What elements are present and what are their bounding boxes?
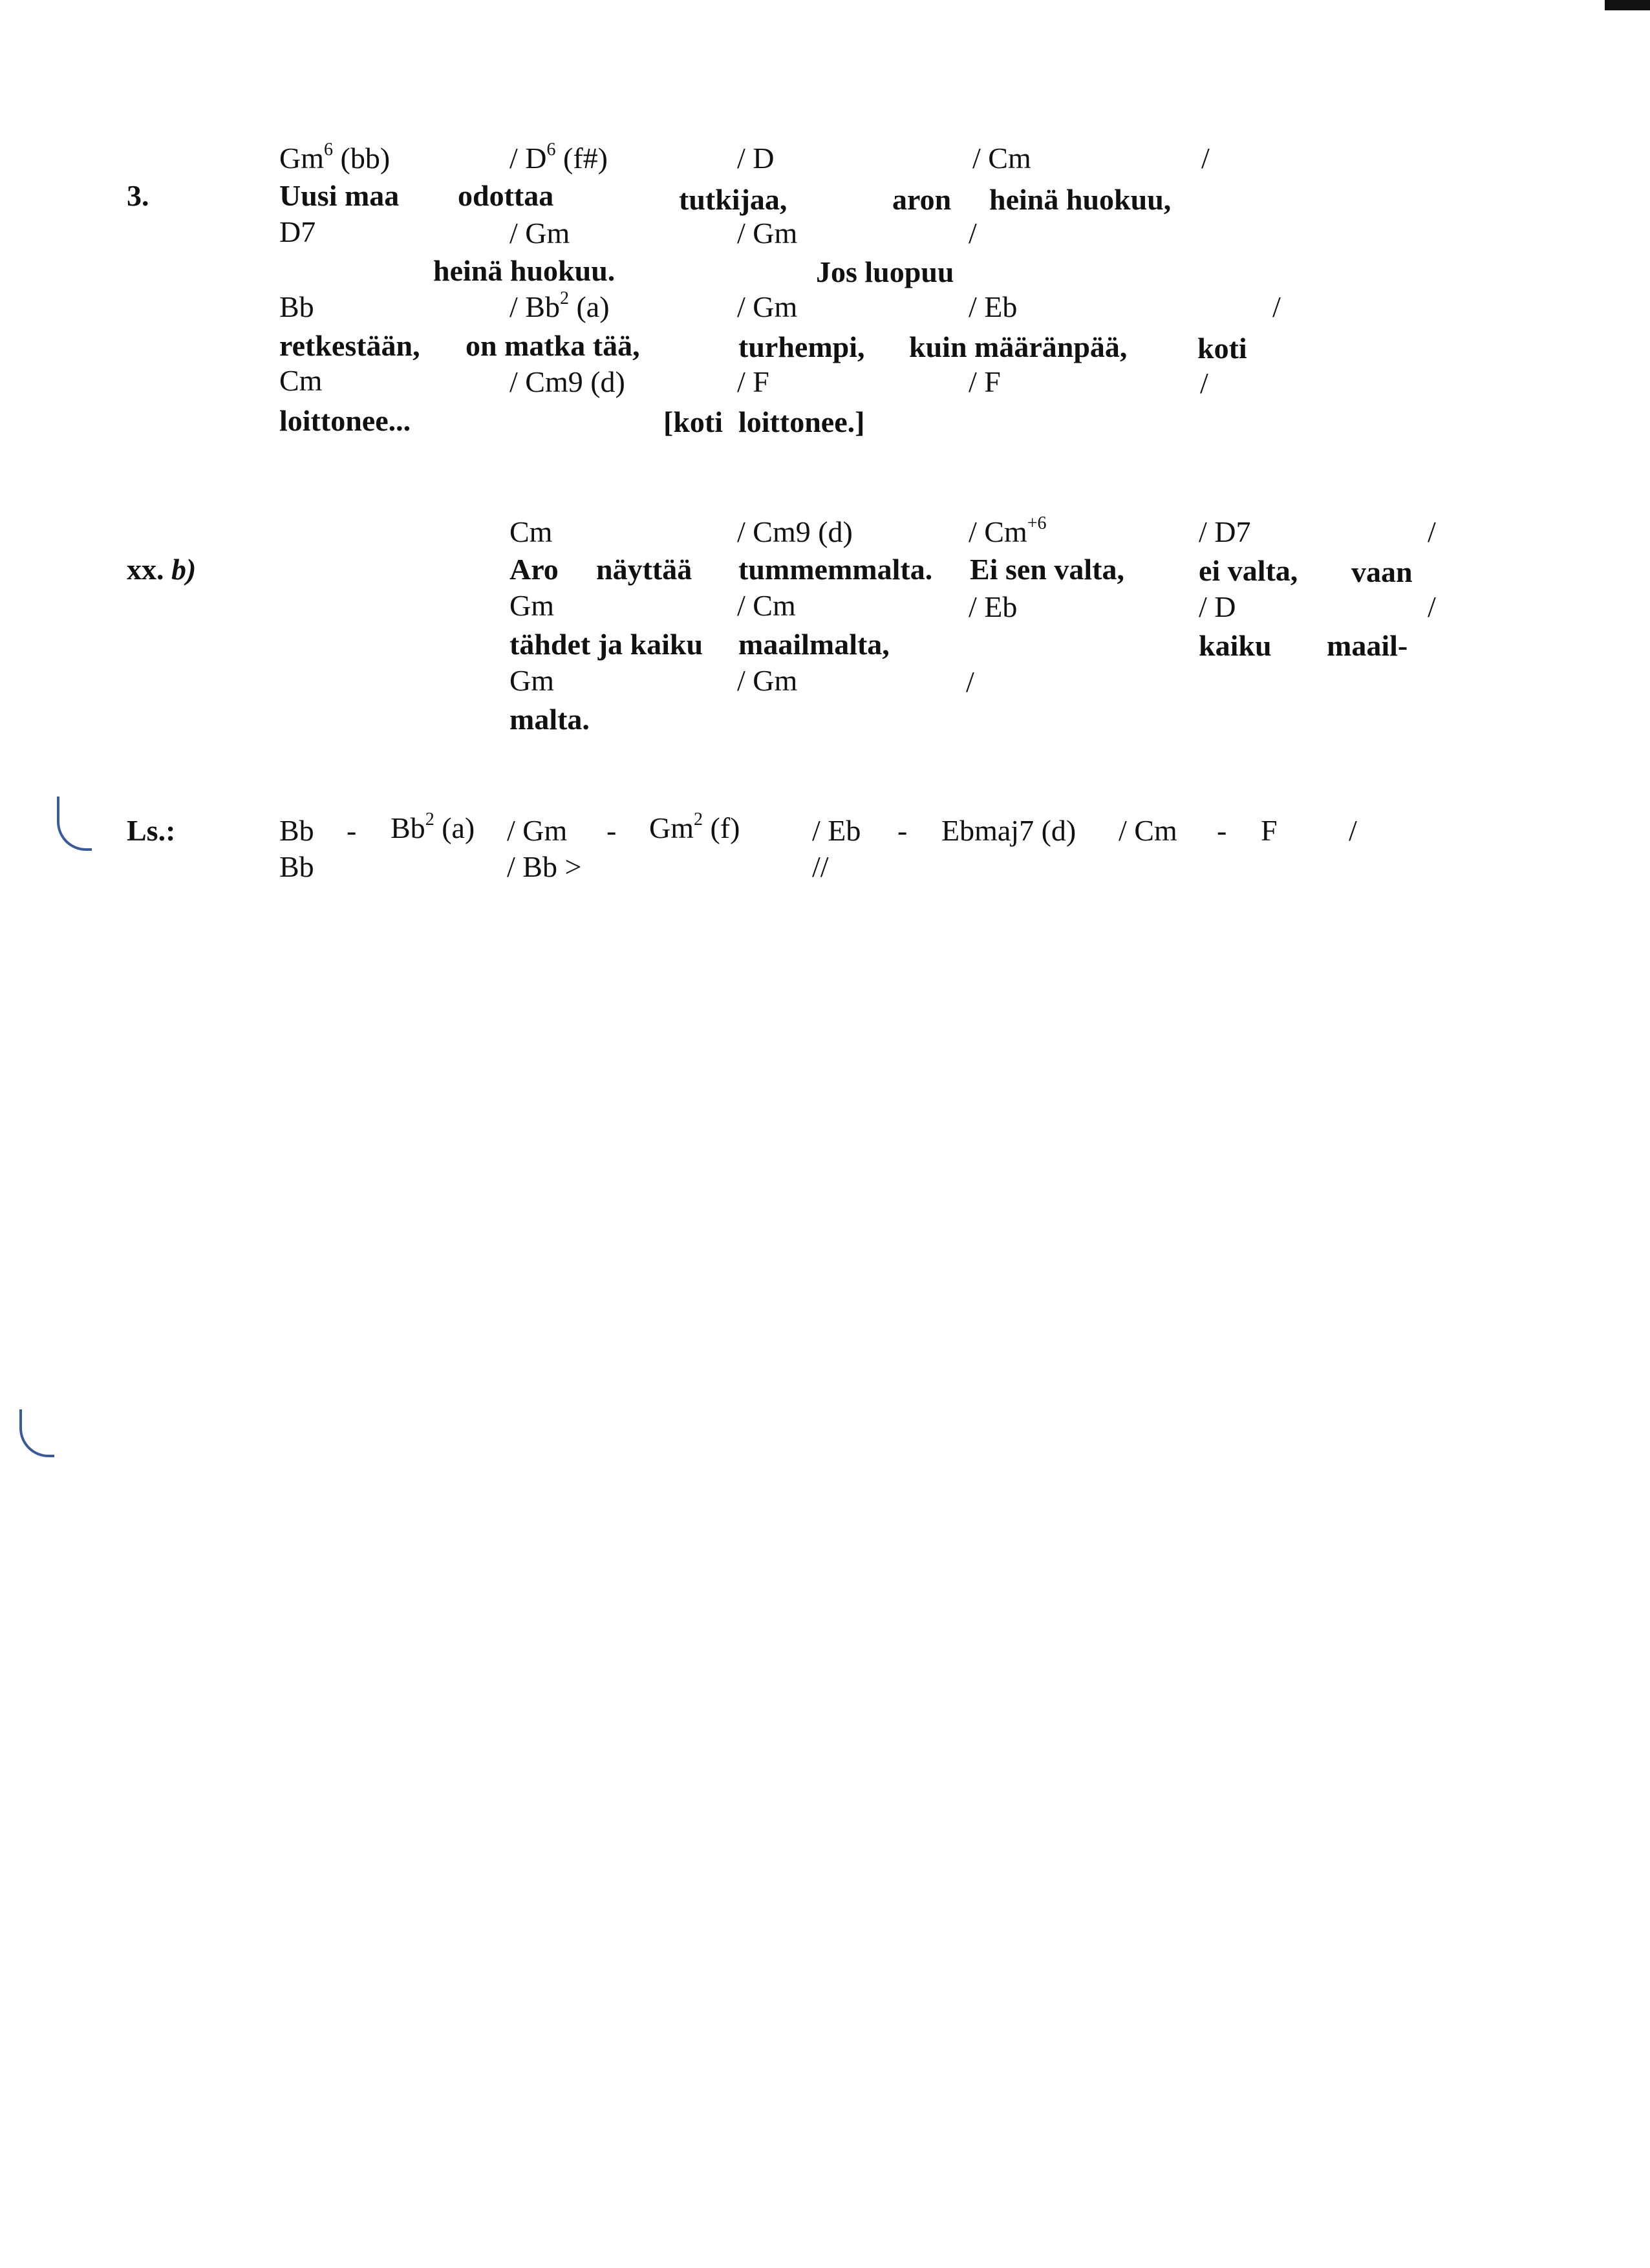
chord: / Gm [509,217,570,250]
lyric: kaiku [1199,629,1272,662]
lyric: kuin määränpää, [909,330,1128,363]
lyric: odottaa [458,179,554,212]
chord: D7 [279,215,316,248]
chord: / Gm [737,290,798,323]
pen-mark [57,797,92,851]
chord: Ebmaj7 (d) [941,814,1077,847]
chord: / Eb [969,290,1018,323]
chord: Bb$^2$ (a) [391,809,475,844]
lyric: vaan [1351,555,1413,588]
chord: Gm [509,589,554,622]
lyric: tutkijaa, [679,183,788,216]
chord: / Cm [737,589,796,622]
section-label: xx. b) [127,553,197,586]
chord: F [1261,814,1278,847]
final-barline: // [812,850,829,883]
chord: / $Cm^{+6}$ [969,513,1047,548]
bar-slash: / [1349,814,1357,847]
bar-slash: / [1428,590,1436,623]
bar-slash: / [1428,515,1436,548]
chord: / Eb [812,814,861,847]
chord: / Cm [972,142,1031,175]
chord: / $D^6$ (f#) [509,140,608,175]
lyric: heinä huokuu, [989,183,1172,216]
chord: Gm [509,664,554,697]
lyric: näyttää [596,553,692,586]
chord: Cm [509,515,553,548]
chord: / Gm [507,814,568,847]
lyric: maail- [1327,629,1408,662]
lyric: turhempi, [738,330,865,363]
lyric: Ei sen valta, [970,553,1124,586]
lyric: tummemmalta. [738,553,933,586]
lyric: retkestään, [279,329,420,362]
lyric: malta. [509,703,590,736]
lyric: Aro [509,553,559,586]
dash: - [1217,814,1227,847]
bar-slash: / [969,217,977,250]
lyric: ei valta, [1199,554,1298,587]
lyric: koti [1197,332,1247,365]
verse-number: 3. [127,179,149,212]
bar-slash: / [1201,142,1210,175]
chord: / Eb [969,590,1018,623]
dash: - [606,814,617,847]
chord: / F [737,365,769,398]
lyric: Uusi maa [279,179,400,212]
scan-edge-mark [1605,0,1650,10]
chord: / D [1199,590,1236,623]
lyric: maailmalta, [738,628,890,661]
bar-slash: / [1272,290,1281,323]
chord: / Cm9 (d) [737,515,853,548]
lyric: [koti [663,405,723,438]
chord: / D7 [1199,515,1251,548]
chord: / D [737,142,775,175]
dash: - [897,814,908,847]
lyric: aron [892,183,952,216]
chord: Gm$^6$ (bb) [279,140,391,175]
chord: Cm [279,364,323,397]
chord: Bb [279,814,314,847]
lyric: loittonee... [279,404,411,437]
lyric: loittonee.] [738,405,865,438]
lyric: on matka tää, [466,329,640,362]
lyric: Jos luopuu [816,255,954,288]
pen-mark [19,1409,54,1457]
section-label: Ls.: [127,814,176,847]
chord: / Gm [737,664,798,697]
lyric: heinä huokuu. [433,254,616,287]
chord: Bb [279,290,314,323]
chord: / F [969,365,1001,398]
lyric: tähdet ja kaiku [509,628,703,661]
chord: Bb [279,850,314,883]
bar-slash: / [1200,367,1208,400]
chord: / Bb$^2$ (a) [509,288,610,323]
chord: / Cm [1119,814,1177,847]
dash: - [347,814,357,847]
chord: Gm$^2$ (f) [649,809,740,844]
chord: / Gm [737,217,798,250]
chord: / Bb > [507,850,582,883]
chord: / Cm9 (d) [509,365,625,398]
bar-slash: / [966,665,974,698]
